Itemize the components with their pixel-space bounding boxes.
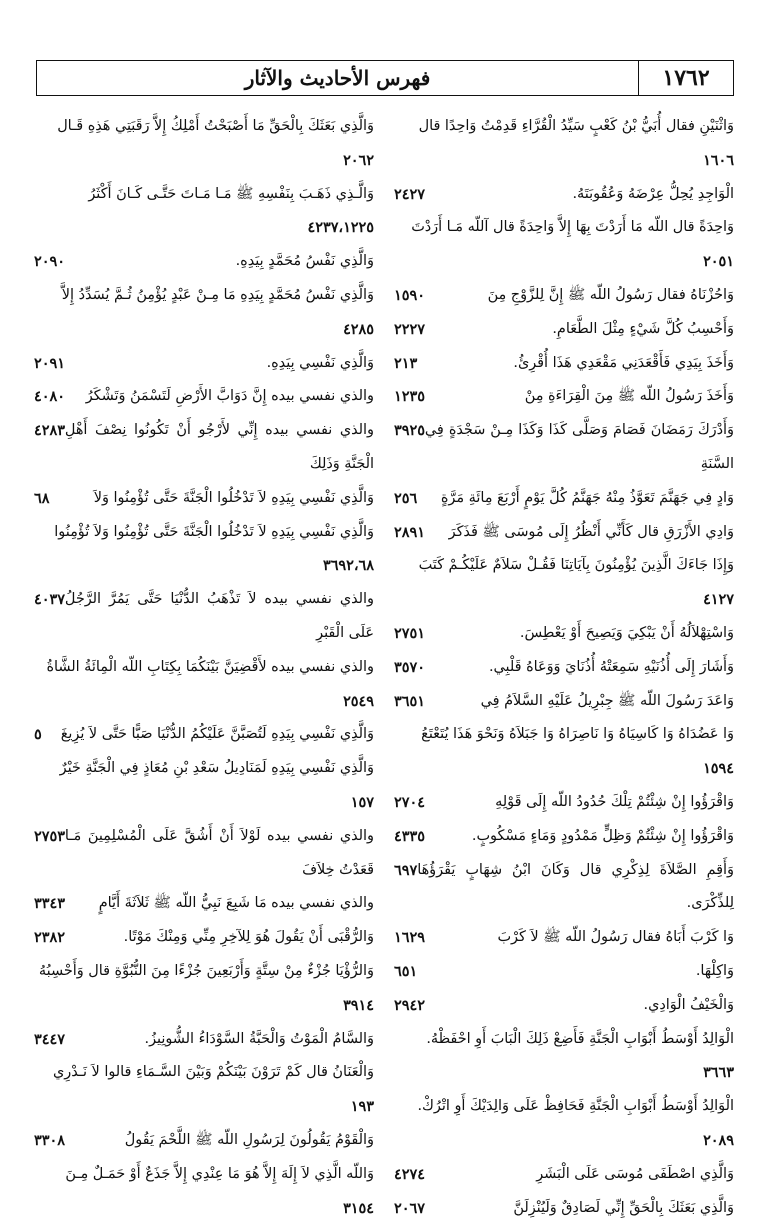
entry-text: وَالَّذِي نَفْسِي بِيَدِهِ لَتُصَبَّنَّ عَلَيْكُمُ الدُّنْيَا صَبًّا حَتَّى لاَ يُزِيغَ	[61, 726, 374, 742]
index-entry	[394, 820, 734, 854]
hadith-number: ٣٣٠٨	[34, 1124, 65, 1158]
entry-text: وَالْقَوْمُ يَقُولُونَ لِرَسُولِ اللّه ﷺ اللَّحْمَ يَقُولُ	[125, 1132, 374, 1148]
entry-text: وَالرُّقْبَى أَنْ يَقُولَ هُوَ لِلآخِرِ مِنِّي وَمِنْكَ مَوْتًا.	[124, 929, 374, 945]
hadith-number: ٣٥٧٠	[394, 651, 425, 685]
hadith-number: ٢٥٤٩	[34, 685, 374, 719]
entry-text: وَالسَّامُ الْمَوْتُ وَالْحَبَّةُ السَّوْدَاءُ الشُّونِيزُ.	[145, 1031, 374, 1047]
hadith-number: ٤٢٨٣	[34, 414, 65, 448]
hadith-number: ٢٩٤٢	[394, 989, 425, 1023]
hadith-number: ٢٠٦٧	[394, 1192, 425, 1225]
entry-text: وَالرُّؤْيَا جُزْءٌ مِنْ سِتَّةٍ وَأَرْبَعِينَ جُزْءًا مِنَ النُّبُوَّةِ قال وَأَحْسِبُهُ	[39, 963, 374, 979]
index-entry	[394, 414, 734, 482]
entry-text: وَأَشَارَ إِلَى أُذُنَيْهِ سَمِعَتْهُ أُذُنَايَ وَوَعَاهُ قَلْبِي.	[489, 659, 734, 675]
entry-text: وَالَّذِي اصْطَفَى مُوسَى عَلَى الْبَشَرِ	[536, 1166, 734, 1182]
hadith-number: ١٦٢٩	[394, 921, 425, 955]
index-entry	[394, 549, 734, 617]
hadith-number: ٣٦٦٣	[394, 1056, 734, 1090]
index-entry	[34, 1158, 374, 1225]
entry-text: وَإِذَا جَاءَكَ الَّذِينَ يُؤْمِنُونَ بِآيَاتِنَا فَقُـلْ سَلاَمٌ عَلَيْكُـمْ كَتَبَ	[419, 557, 734, 573]
entry-text: والذي نفسي بيده لأَقْضِيَنَّ بَيْنَكُمَا بِكِتَابِ اللّه الْمِائَةُ الشَّاةُ	[46, 659, 374, 675]
index-entry	[394, 110, 734, 178]
hadith-number: ٢٠٦٢	[34, 144, 374, 178]
index-entry	[394, 921, 734, 955]
index-columns	[34, 110, 734, 1100]
entry-text: وَالَّذِي بَعَثَكَ بِالْحَقِّ مَا أَصْبَحْتُ أَمْلِكُ إِلاَّ رَقَبَتِي هَذِهِ قَـال	[57, 118, 374, 134]
left-column	[34, 110, 374, 1100]
index-entry	[394, 718, 734, 786]
index-entry	[34, 1124, 374, 1158]
index-entry	[34, 955, 374, 1023]
entry-text: وَالَّذِي نَفْسُ مُحَمَّدٍ بِيَدِهِ مَا مِـنْ عَبْدٍ يُؤْمِنُ ثُـمَّ يُسَدِّدُ إِلاَّ	[62, 287, 374, 303]
index-entry	[34, 651, 374, 719]
entry-text: وَالْخَيْفُ الْوَادِي.	[644, 997, 735, 1013]
entry-text: وَاحُزْنَاهُ فقال رَسُولُ اللّه ﷺ إِنَّ لِلزَّوْجِ مِنَ	[488, 287, 734, 303]
entry-text: وَالَّذِي نَفْسِي بِيَدِهِ لَمَنَادِيلُ سَعْدِ بْنِ مُعَاذٍ فِي الْجَنَّةِ خَيْرٌ	[60, 760, 374, 776]
hadith-number: ٢٤٢٧	[394, 178, 425, 212]
hadith-number: ٣٦٥١	[394, 685, 425, 719]
entry-text: الْوَاجِدِ يُحِلُّ عِرْضَهُ وَعُقُوبَتَهُ.	[572, 186, 734, 202]
entry-text: وَأَخَذَ رَسُولُ اللّه ﷺ مِنَ الْقِرَاءَةِ مِنْ	[525, 388, 734, 404]
hadith-number: ٣٤٤٧	[34, 1023, 65, 1057]
page-header	[36, 60, 734, 96]
index-entry	[34, 516, 374, 584]
hadith-number: ٢٠٨٩	[394, 1124, 734, 1158]
hadith-number: ٢٣٨٢	[34, 921, 65, 955]
entry-text: وَالَّـذِي ذَهَـبَ بِنَفْسِهِ ﷺ مَـا مَـاتَ حَتَّـى كَـانَ أَكْثَرُ	[88, 186, 374, 202]
hadith-number: ٢٠٩٠	[34, 245, 65, 279]
index-entry	[394, 279, 734, 313]
hadith-number: ٤٢٧٤	[394, 1158, 425, 1192]
hadith-number: ١٥٩٤	[394, 752, 734, 786]
hadith-number: ٢٧٥١	[394, 617, 425, 651]
index-entry	[34, 921, 374, 955]
hadith-number: ٢٥٦	[394, 482, 417, 516]
index-entry	[394, 211, 734, 279]
entry-text: وَاعَدَ رَسُولَ اللّه ﷺ جِبْرِيلُ عَلَيْهِ السَّلاَمُ فِي	[481, 693, 734, 709]
entry-text: وَاللّه الَّذِي لاَ إِلَهَ إِلاَّ هُوَ مَا عِنْدِي إِلاَّ جَذَعٌ أَوْ حَمَـلٌ مِـنَ	[65, 1166, 374, 1182]
entry-text: وَالَّذِي نَفْسِي بِيَدِهِ.	[267, 355, 374, 371]
index-entry	[34, 347, 374, 381]
entry-text: والذي نفسي بيده إِنِّي لأَرْجُو أَنْ تَكُونُوا نِصْفَ أَهْلِ الْجَنَّةِ وَذَلِكَ	[65, 422, 374, 472]
hadith-number: ٦٩٧	[394, 854, 417, 888]
entry-text: وَأَقِمِ الصَّلاَةَ لِذِكْرِي قال وَكَانَ ابْنُ شِهَابٍ يَقْرَؤُهَا لِلذِّكْرَى.	[417, 862, 734, 912]
entry-text: وَالَّذِي نَفْسِي بِيَدِهِ لاَ تَدْخُلُوا الْجَنَّةَ حَتَّى تُؤْمِنُوا وَلاَ	[94, 490, 374, 506]
hadith-number: ١٥٩٠	[394, 279, 425, 313]
entry-text: وَا عَضُدَاهُ وَا كَاسِيَاهُ وَا نَاصِرَاهُ وَا جَبَلاَهُ وَنَحْوَ هَذَا يُتَعْتَعُ	[421, 726, 734, 742]
index-entry	[34, 380, 374, 414]
index-entry	[394, 482, 734, 516]
entry-text: وَاحِدَةً قال اللّه مَا أَرَدْتَ بِهَا إِلاَّ وَاحِدَةً قال آللّه مَـا أَرَدْتَ	[411, 219, 734, 235]
index-entry	[34, 752, 374, 820]
entry-text: والذي نفسي بيده لَوْلاَ أَنْ أَشُقَّ عَلَى الْمُسْلِمِينَ مَـا قَعَدْتُ خِلاَفَ	[65, 828, 374, 878]
hadith-number: ٢٠٩١	[34, 347, 65, 381]
entry-text: والذي نفسي بيده إِنَّ دَوَابَّ الأَرْضِ لَتَسْمَنُ وَتَشْكَرُ	[86, 388, 374, 404]
entry-text: والذي نفسي بيده لاَ تَذْهَبُ الدُّنْيَا حَتَّى يَمُرَّ الرَّجُلُ عَلَى الْقَبْرِ	[65, 591, 374, 641]
entry-text: وَأَدْرَكَ رَمَضَانَ فَصَامَ وَصَلَّى كَذَا وَكَذَا مِـنْ سَجْدَةٍ فِي السَّنَةِ	[425, 422, 734, 472]
entry-text: وَادِي الأَزْرَقِ قال كَأَنِّي أَنْظُرُ إِلَى مُوسَى ﷺ فَذَكَرَ	[449, 524, 734, 540]
entry-text: والذي نفسي بيده مَا شَبِعَ نَبِيُّ اللّه ﷺ ثَلاَثَةَ أَيَّامٍ	[99, 895, 374, 911]
index-entry	[394, 989, 734, 1023]
index-entry	[394, 1192, 734, 1225]
index-entry	[34, 178, 374, 246]
hadith-number: ٣٩٢٥	[394, 414, 425, 448]
entry-text: وَا كَرْبَ أَبَاهُ فقال رَسُولُ اللّه ﷺ لاَ كَرْبَ	[498, 929, 735, 945]
hadith-number: ٣٦٩٢،٦٨	[34, 549, 374, 583]
index-entry	[394, 1090, 734, 1158]
entry-text: وَادٍ فِي جَهَنَّمَ تَعَوَّذُ مِنْهُ جَهَنَّمُ كُلَّ يَوْمٍ أَرْبَعَ مِائَةِ مَرَّةٍ	[441, 490, 734, 506]
hadith-number: ٦٨	[34, 482, 49, 516]
index-entry	[34, 820, 374, 888]
index-entry	[394, 651, 734, 685]
index-entry	[394, 685, 734, 719]
hadith-number: ٢٢٢٧	[394, 313, 425, 347]
index-entry	[394, 955, 734, 989]
hadith-number: ٣٩١٤	[34, 989, 374, 1023]
entry-text: وَالَّذِي بَعَثَكَ بِالْحَقِّ إِنِّي لَصَادِقٌ وَلَيُنْزِلَنَّ	[513, 1200, 734, 1216]
hadith-number: ٤٠٨٠	[34, 380, 65, 414]
hadith-number: ٢٧٥٣	[34, 820, 65, 854]
hadith-number: ١٦٠٦	[394, 144, 734, 178]
right-column	[394, 110, 734, 1100]
entry-text: وَالْعَنَانُ قال كَمْ تَرَوْنَ بَيْنَكُمْ وَبَيْنَ السَّـمَاءِ قالوا لاَ نَـدْرِي	[53, 1064, 374, 1080]
index-entry	[394, 347, 734, 381]
index-entry	[34, 279, 374, 347]
hadith-number: ٣٣٤٣	[34, 887, 65, 921]
hadith-number: ٤٠٣٧	[34, 583, 65, 617]
index-entry	[394, 854, 734, 922]
hadith-number: ٣١٥٤	[34, 1192, 374, 1225]
hadith-number: ٢٨٩١	[394, 516, 425, 550]
index-entry	[34, 887, 374, 921]
entry-text: وَالَّذِي نَفْسِي بِيَدِهِ لاَ تَدْخُلُوا الْجَنَّةَ حَتَّى تُؤْمِنُوا وَلاَ تُؤْمِنُوا	[54, 524, 374, 540]
entry-text: وَاكِلْهَا.	[696, 963, 734, 979]
index-entry	[34, 1023, 374, 1057]
hadith-number: ١٥٧	[34, 786, 374, 820]
index-entry	[394, 1158, 734, 1192]
index-entry	[34, 414, 374, 482]
page-title: فهرس الأحاديث والآثار	[37, 61, 638, 95]
hadith-number: ٥	[34, 718, 42, 752]
entry-text: وَاقْرَؤُوا إِنْ شِئْتُمْ تِلْكَ حُدُودُ اللّه إِلَى قَوْلِهِ	[495, 794, 734, 810]
hadith-number: ١٢٣٥	[394, 380, 425, 414]
index-entry	[394, 617, 734, 651]
hadith-number: ١٩٣	[34, 1090, 374, 1124]
index-entry	[394, 313, 734, 347]
index-entry	[34, 110, 374, 178]
entry-text: وَاثْنَيْنِ فقال أُبَيُّ بْنُ كَعْبٍ سَيِّدُ الْقُرَّاءِ قَدِمْتُ وَاحِدًا قال	[419, 118, 734, 134]
hadith-number: ٦٥١	[394, 955, 417, 989]
index-entry	[34, 482, 374, 516]
index-entry	[394, 178, 734, 212]
index-entry	[394, 786, 734, 820]
page-number: ١٧٦٢	[638, 61, 733, 95]
entry-text: الْوَالِدُ أَوْسَطُ أَبْوَابِ الْجَنَّةِ فَأَضِعْ ذَلِكَ الْبَابَ أَوِ احْفَظْهُ.	[426, 1031, 734, 1047]
entry-text: وَأَحْسِبُ كُلَّ شَيْءٍ مِثْلَ الطَّعَامِ.	[552, 321, 734, 337]
hadith-number: ٤٢٨٥	[34, 313, 374, 347]
hadith-number: ٤٢٣٧،١٢٢٥	[34, 211, 374, 245]
entry-text: وَالَّذِي نَفْسُ مُحَمَّدٍ بِيَدِهِ.	[236, 253, 374, 269]
index-entry	[34, 583, 374, 651]
index-entry	[394, 1023, 734, 1091]
entry-text: الْوَالِدُ أَوْسَطُ أَبْوَابِ الْجَنَّةِ فَحَافِظْ عَلَى وَالِدَيْكَ أَوِ اتْرُكْ.	[417, 1098, 734, 1114]
hadith-number: ٤١٢٧	[394, 583, 734, 617]
index-entry	[34, 1056, 374, 1124]
index-entry	[34, 245, 374, 279]
hadith-number: ٢٧٠٤	[394, 786, 425, 820]
entry-text: وَاسْتِهْلاَلُهُ أَنْ يَبْكِيَ وَيَصِيحَ أَوْ يَعْطِسَ.	[520, 625, 734, 641]
index-entry	[34, 718, 374, 752]
hadith-number: ٤٣٣٥	[394, 820, 425, 854]
hadith-number: ٢٠٥١	[394, 245, 734, 279]
index-entry	[394, 516, 734, 550]
entry-text: وَأَخَذَ بِيَدِي فَأَقْعَدَنِي مَقْعَدِي هَذَا أُقْرِئُ.	[513, 355, 734, 371]
hadith-number: ٢١٣	[394, 347, 417, 381]
entry-text: وَاقْرَؤُوا إِنْ شِئْتُمْ وَظِلٍّ مَمْدُودٍ وَمَاءٍ مَسْكُوبٍ.	[472, 828, 734, 844]
index-entry	[394, 380, 734, 414]
